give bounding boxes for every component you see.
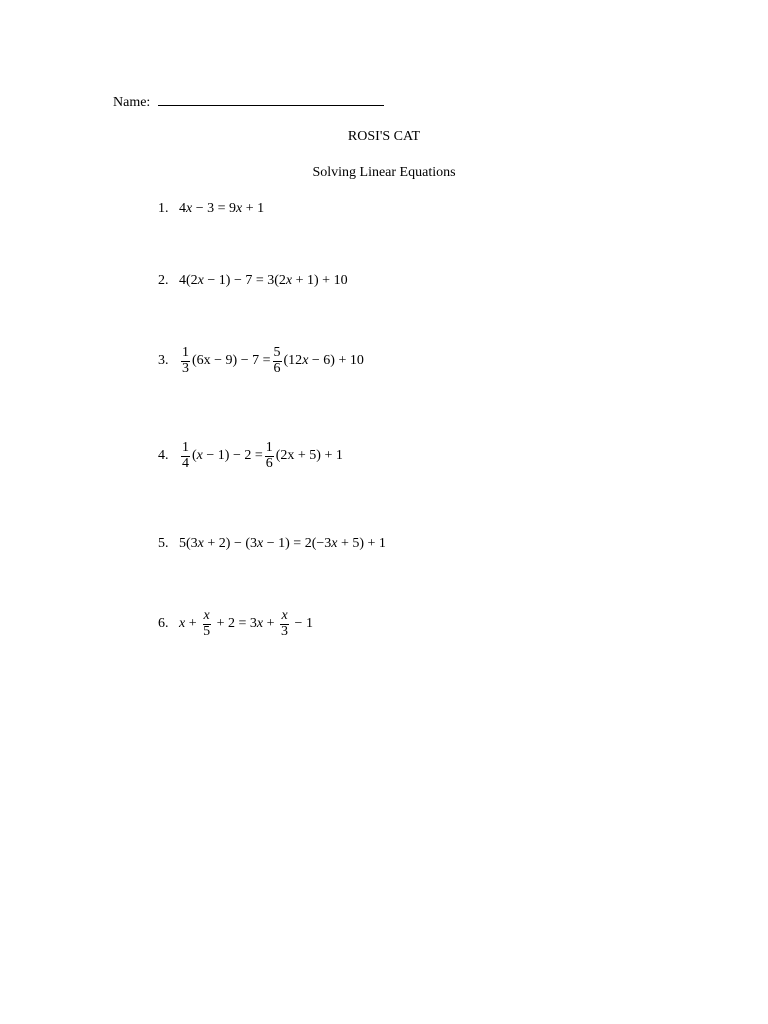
eq-part: − 6) + 10 [308, 353, 364, 369]
eq-var: x [256, 616, 264, 632]
equation [179, 609, 313, 639]
problem-number: 2. [158, 273, 169, 288]
fraction [202, 609, 211, 639]
fraction-denominator: 6 [265, 455, 273, 471]
problem-2 [158, 273, 348, 289]
fraction [181, 441, 190, 471]
eq-part: + 1 [242, 201, 265, 216]
name-field [113, 93, 384, 111]
fraction-numerator: x [281, 608, 288, 623]
eq-part: + 5) + 1 [337, 536, 386, 551]
problem-number: 3. [158, 353, 169, 369]
eq-part: (6x − 9) − 7 = [192, 353, 271, 369]
eq-var: x [186, 201, 193, 216]
equation [179, 201, 264, 217]
eq-var: x [236, 201, 243, 216]
fraction-denominator: 4 [182, 455, 189, 471]
fraction-denominator: 3 [182, 360, 189, 376]
problem-number: 1. [158, 201, 169, 216]
eq-part: + [263, 616, 279, 632]
eq-var: x [197, 273, 204, 288]
eq-part: − 1) = 2(−3 [263, 536, 332, 551]
fraction-numerator: x [203, 608, 210, 623]
fraction-denominator: 6 [273, 360, 281, 376]
problem-number: 5. [158, 536, 169, 551]
problem-3 [158, 346, 364, 376]
eq-part: − 3 = 9 [192, 201, 237, 216]
eq-part: 4(2 [179, 273, 198, 288]
fraction-denominator: 3 [281, 623, 289, 639]
eq-part: + 1) + 10 [292, 273, 348, 288]
problem-number: 4. [158, 448, 169, 464]
eq-part: − 1 [291, 616, 313, 632]
eq-part: − 1) − 2 = [202, 448, 263, 464]
problem-number: 6. [158, 616, 169, 632]
eq-var: x [179, 616, 186, 632]
worksheet-title: ROSI'S CAT [347, 129, 421, 144]
fraction [273, 346, 282, 376]
fraction [181, 346, 190, 376]
problem-6 [158, 609, 313, 639]
eq-part: − 1) − 7 = 3(2 [203, 273, 286, 288]
eq-var: x [196, 448, 203, 464]
eq-part: (12 [283, 353, 303, 369]
eq-part: 5(3 [179, 536, 198, 551]
eq-var: x [331, 536, 338, 551]
fraction [280, 609, 289, 639]
fraction-numerator: 5 [273, 345, 281, 360]
equation [179, 346, 364, 376]
fraction-numerator: 1 [182, 440, 189, 455]
eq-var: x [285, 273, 293, 288]
eq-var: x [197, 536, 204, 551]
eq-var: x [257, 536, 264, 551]
name-blank-line[interactable] [158, 93, 384, 106]
eq-part: + 2) − (3 [203, 536, 258, 551]
fraction-numerator: 1 [182, 345, 189, 360]
eq-part: (2x + 5) + 1 [275, 448, 343, 464]
problem-4 [158, 441, 343, 471]
eq-part: 4 [179, 201, 186, 216]
equation [179, 441, 343, 471]
problem-5 [158, 536, 386, 552]
problem-1 [158, 201, 264, 217]
eq-part: + 2 = 3 [213, 616, 257, 632]
equation [179, 273, 348, 289]
eq-part: + [185, 616, 201, 632]
fraction-denominator: 5 [203, 623, 211, 639]
name-label: Name: [113, 95, 151, 110]
worksheet-subtitle: Solving Linear Equations [312, 165, 456, 180]
fraction [265, 441, 274, 471]
equation [179, 536, 386, 552]
eq-part: ( [192, 448, 197, 464]
eq-var: x [302, 353, 309, 369]
fraction-numerator: 1 [265, 440, 273, 455]
